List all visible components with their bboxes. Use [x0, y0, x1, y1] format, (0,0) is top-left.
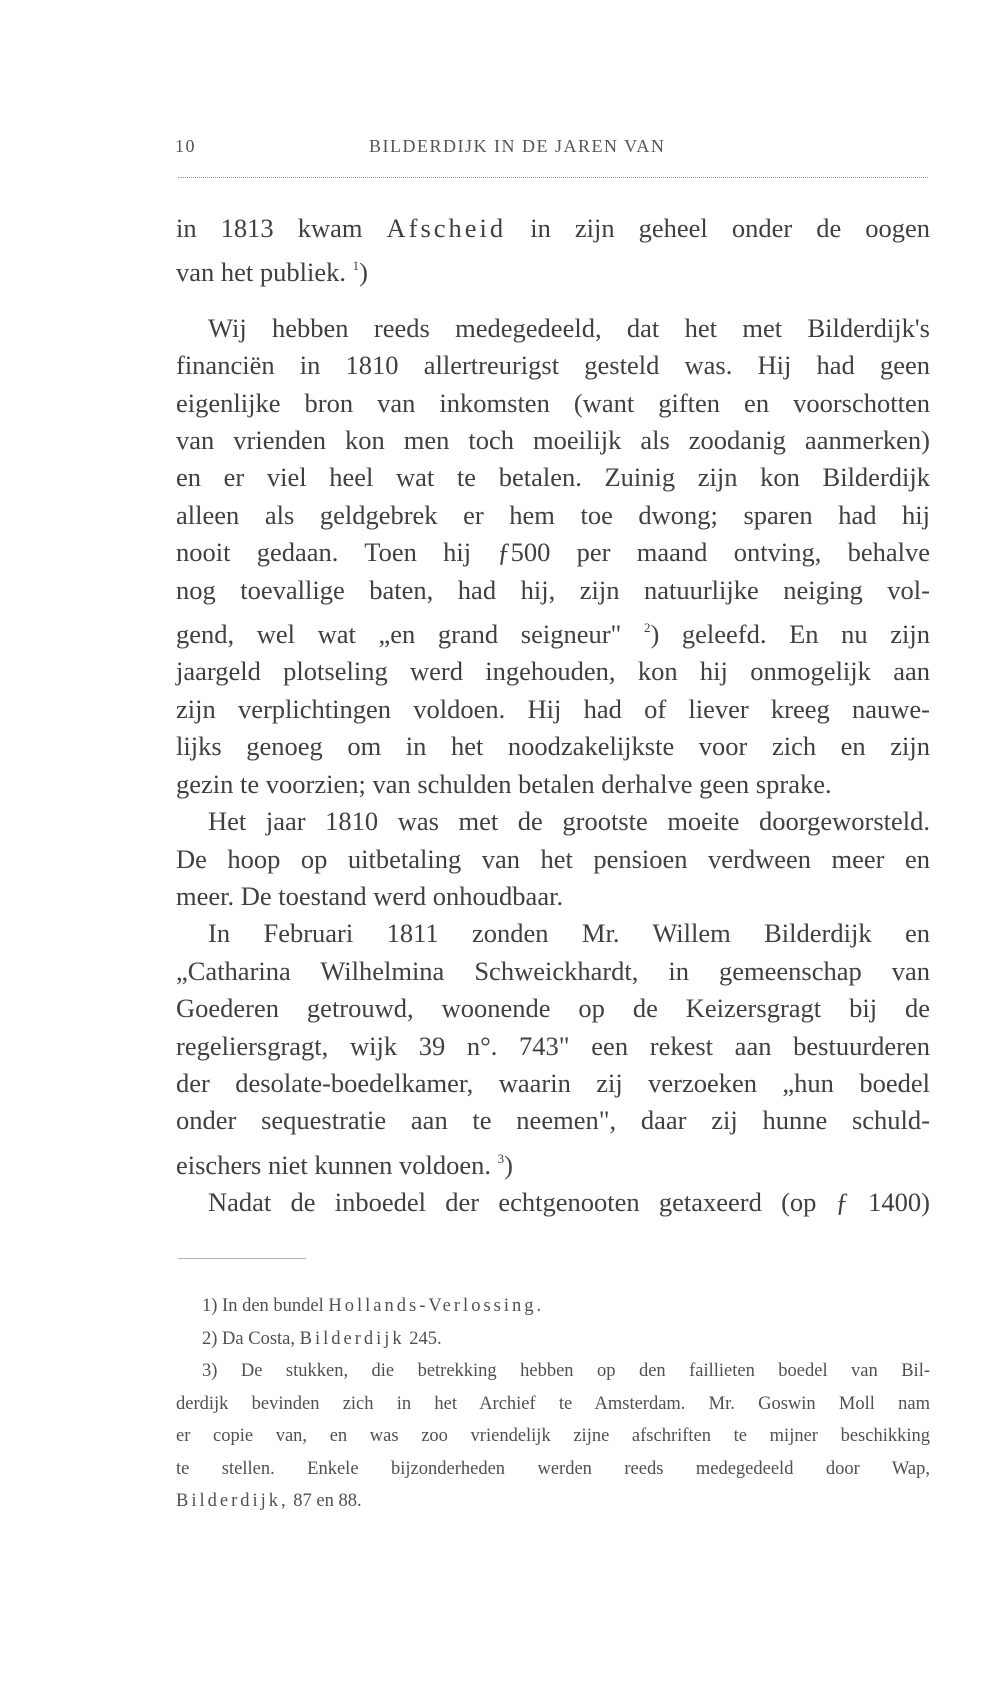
text-line: lijks genoeg om in het noodzakelijkste voor zich en zijn — [176, 731, 930, 762]
footnote-2: 2) Da Costa, Bilderdijk 245. — [202, 1328, 442, 1349]
footnote-line: te stellen. Enkele bijzonderheden werden reeds medegedeeld door Wap, — [176, 1458, 930, 1479]
text-line: In Februari 1811 zonden Mr. Willem Bilderdijk en — [208, 918, 930, 949]
footnote-rule — [178, 1258, 306, 1259]
text-line: „Catharina Wilhelmina Schweickhardt, in gemeenschap van — [176, 955, 930, 986]
text-line: jaargeld plotseling werd ingehouden, kon hij onmogelijk aan — [176, 656, 930, 687]
text-line: Het jaar 1810 was met de grootste moeite doorgeworsteld. — [208, 806, 930, 837]
text-line: van het publiek. $^1$) — [176, 257, 368, 288]
text-line: De hoop op uitbetaling van het pensioen verdween meer en — [176, 843, 930, 874]
text-line: der desolate-boedelkamer, waarin zij verzoeken „hun boedel — [176, 1067, 930, 1098]
text-line: nog toevallige baten, had hij, zijn natuurlijke neiging vol- — [176, 574, 930, 605]
footnote-ref: 1 — [352, 258, 360, 274]
text-line: eischers niet kunnen voldoen. $^3$) — [176, 1149, 513, 1180]
text-line: onder sequestratie aan te neemen", daar zij hunne schuld- — [176, 1105, 930, 1136]
text-line: in 1813 kwam Afscheid in zijn geheel onder de oogen — [176, 213, 931, 243]
paragraph-4 — [176, 915, 930, 1184]
page-number: 10 — [175, 136, 196, 156]
text-line: gezin te voorzien; van schulden betalen derhalve geen sprake. — [176, 768, 832, 799]
footnote-line: Bilderdijk, 87 en 88. — [176, 1491, 362, 1511]
text-line: financiën in 1810 allertreurigst gesteld was. Hij had geen — [176, 350, 930, 381]
paragraph-3 — [176, 803, 930, 915]
paragraph-2 — [176, 310, 930, 803]
spaced-title: Bilderdijk, — [176, 1491, 289, 1511]
text-line: Wij hebben reeds medegedeeld, dat het met Bilderdijk's — [208, 312, 930, 343]
spaced-title: Afscheid — [386, 213, 507, 243]
text-line: nooit gedaan. Toen hij ƒ500 per maand ontving, behalve — [176, 537, 930, 568]
paragraph-5 — [176, 1184, 930, 1221]
text-line: en er viel heel wat te betalen. Zuinig zijn kon Bilderdijk — [176, 462, 930, 493]
text-line: Goederen getrouwd, woonende op de Keizersgragt bij de — [176, 993, 930, 1024]
footnote-line: derdijk bevinden zich in het Archief te Amsterdam. Mr. Goswin Moll nam — [176, 1393, 930, 1414]
text-line: alleen als geldgebrek er hem toe dwong; sparen had hij — [176, 499, 930, 530]
footnote-3 — [176, 1355, 930, 1518]
text-line: regeliersgragt, wijk 39 n°. 743" een rekest aan bestuurderen — [176, 1030, 930, 1061]
text-line: van vrienden kon men toch moeilijk als zoodanig aanmerken) — [176, 425, 930, 456]
main-text — [176, 210, 930, 1222]
text-line: meer. De toestand werd onhoudbaar. — [176, 880, 564, 911]
footnote-number: 3) — [202, 1361, 218, 1381]
footnotes — [176, 1290, 930, 1518]
footnote-line: 3) De stukken, die betrekking hebben op den faillieten boedel van Bil- — [202, 1361, 930, 1381]
text-line: Nadat de inboedel der echtgenooten getaxeerd (op ƒ 1400) — [208, 1187, 930, 1218]
footnote-number: 1) — [202, 1296, 218, 1316]
footnote-line: er copie van, en was zoo vriendelijk zijne afschriften te mijner beschikking — [176, 1426, 930, 1446]
footnote-ref: 2 — [643, 620, 651, 636]
spaced-title: Hollands-Verlossing. — [328, 1296, 545, 1316]
header-rule — [178, 177, 928, 178]
text-line: gend, wel wat „en grand seigneur" $^2$) geleefd. En nu zijn — [176, 619, 930, 650]
footnote-number: 2) — [202, 1328, 218, 1349]
text-line: zijn verplichtingen voldoen. Hij had of liever kreeg nauwe- — [176, 693, 930, 724]
running-title: BILDERDIJK IN DE JAREN VAN — [369, 136, 666, 156]
spaced-title: Bilderdijk — [299, 1328, 405, 1349]
footnote-ref: 3 — [497, 1150, 505, 1166]
text-line: eigenlijke bron van inkomsten (want giften en voorschotten — [176, 387, 930, 418]
footnote-1: 1) In den bundel Hollands-Verlossing. — [202, 1296, 545, 1316]
paragraph-1 — [176, 210, 930, 292]
